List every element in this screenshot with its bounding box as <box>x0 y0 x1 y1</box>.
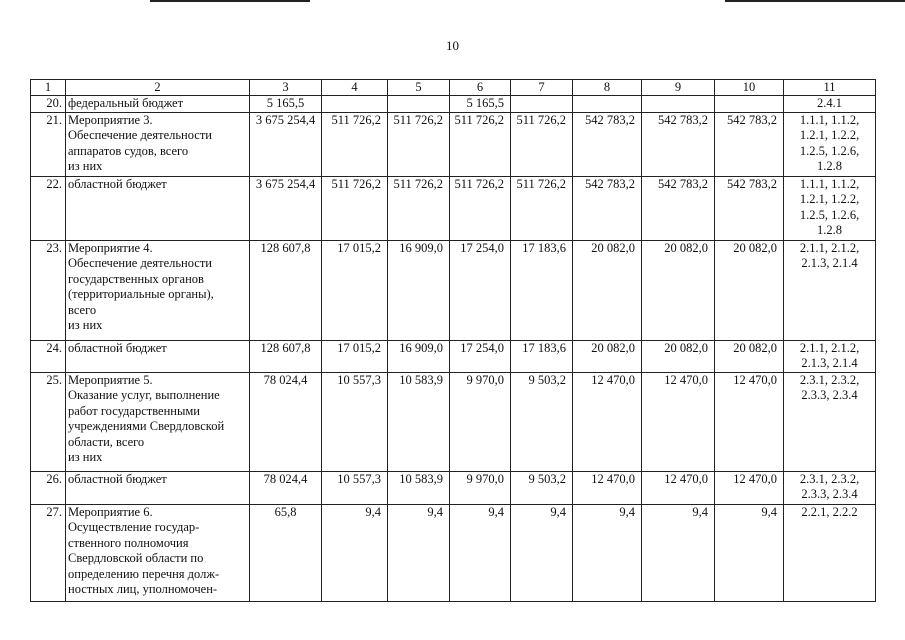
table-body <box>31 96 876 602</box>
value-cell: 9 503,2 <box>511 372 573 471</box>
target-ref-cell: 2.2.1, 2.2.2 <box>784 504 876 601</box>
column-header: 2 <box>66 80 250 96</box>
value-cell: 20 082,0 <box>715 340 784 372</box>
target-ref-cell: 1.1.1, 1.1.2, 1.2.1, 1.2.2, 1.2.5, 1.2.6, 1.2.8 <box>784 176 876 240</box>
value-cell: 511 726,2 <box>388 112 450 176</box>
column-header: 11 <box>784 80 876 96</box>
value-cell: 78 024,4 <box>250 471 322 504</box>
value-cell: 511 726,2 <box>450 112 511 176</box>
column-header: 4 <box>322 80 388 96</box>
value-cell: 12 470,0 <box>715 471 784 504</box>
value-cell: 542 783,2 <box>573 176 642 240</box>
value-cell: 511 726,2 <box>450 176 511 240</box>
row-number-cell: 22. <box>31 176 66 240</box>
value-cell: 10 557,3 <box>322 372 388 471</box>
value-cell: 9,4 <box>715 504 784 601</box>
target-ref-cell: 1.1.1, 1.1.2, 1.2.1, 1.2.2, 1.2.5, 1.2.6, 1.2.8 <box>784 112 876 176</box>
value-cell: 12 470,0 <box>573 471 642 504</box>
value-cell: 542 783,2 <box>573 112 642 176</box>
item-name-cell: областной бюджет <box>66 340 250 372</box>
value-cell: 65,8 <box>250 504 322 601</box>
value-cell <box>715 96 784 113</box>
value-cell: 511 726,2 <box>511 112 573 176</box>
target-ref-cell: 2.1.1, 2.1.2, 2.1.3, 2.1.4 <box>784 240 876 340</box>
table-header-row <box>31 80 876 96</box>
item-name-cell: областной бюджет <box>66 176 250 240</box>
row-number-cell: 27. <box>31 504 66 601</box>
column-header: 10 <box>715 80 784 96</box>
value-cell: 20 082,0 <box>573 240 642 340</box>
value-cell: 16 909,0 <box>388 340 450 372</box>
value-cell: 17 183,6 <box>511 240 573 340</box>
value-cell <box>388 96 450 113</box>
value-cell: 17 015,2 <box>322 340 388 372</box>
value-cell: 16 909,0 <box>388 240 450 340</box>
value-cell: 9,4 <box>511 504 573 601</box>
value-cell: 5 165,5 <box>250 96 322 113</box>
row-number-cell: 25. <box>31 372 66 471</box>
column-header: 1 <box>31 80 66 96</box>
row-number-cell: 24. <box>31 340 66 372</box>
scan-edge-line-left <box>150 0 310 2</box>
value-cell: 9,4 <box>573 504 642 601</box>
value-cell: 12 470,0 <box>715 372 784 471</box>
value-cell <box>511 96 573 113</box>
value-cell <box>642 96 715 113</box>
value-cell: 5 165,5 <box>450 96 511 113</box>
item-name-cell: Мероприятие 6. Осуществление государ- ственного полномочия Свердловской области по определению перечня долж- ностных лиц, уполномочен- <box>66 504 250 601</box>
scan-edge-line-right <box>725 0 905 2</box>
table-row <box>31 340 876 372</box>
value-cell: 3 675 254,4 <box>250 112 322 176</box>
target-ref-cell: 2.1.1, 2.1.2, 2.1.3, 2.1.4 <box>784 340 876 372</box>
value-cell: 12 470,0 <box>573 372 642 471</box>
column-header: 8 <box>573 80 642 96</box>
target-ref-cell: 2.3.1, 2.3.2, 2.3.3, 2.3.4 <box>784 372 876 471</box>
value-cell: 9,4 <box>322 504 388 601</box>
target-ref-cell: 2.3.1, 2.3.2, 2.3.3, 2.3.4 <box>784 471 876 504</box>
target-ref-cell: 2.4.1 <box>784 96 876 113</box>
value-cell: 542 783,2 <box>642 176 715 240</box>
value-cell: 9 503,2 <box>511 471 573 504</box>
value-cell: 17 254,0 <box>450 340 511 372</box>
item-name-cell: Мероприятие 5. Оказание услуг, выполнение работ государственными учреждениями Свердловской области, всего из них <box>66 372 250 471</box>
value-cell: 542 783,2 <box>715 176 784 240</box>
value-cell: 20 082,0 <box>715 240 784 340</box>
row-number-cell: 23. <box>31 240 66 340</box>
value-cell: 542 783,2 <box>715 112 784 176</box>
value-cell: 20 082,0 <box>573 340 642 372</box>
value-cell: 9 970,0 <box>450 471 511 504</box>
value-cell: 12 470,0 <box>642 471 715 504</box>
value-cell: 10 583,9 <box>388 372 450 471</box>
column-header: 6 <box>450 80 511 96</box>
table-row <box>31 176 876 240</box>
value-cell: 78 024,4 <box>250 372 322 471</box>
value-cell: 9,4 <box>388 504 450 601</box>
value-cell: 9 970,0 <box>450 372 511 471</box>
column-header: 3 <box>250 80 322 96</box>
table-row <box>31 471 876 504</box>
column-header: 9 <box>642 80 715 96</box>
value-cell: 12 470,0 <box>642 372 715 471</box>
value-cell: 17 254,0 <box>450 240 511 340</box>
page-number: 10 <box>446 38 459 53</box>
value-cell: 10 557,3 <box>322 471 388 504</box>
value-cell: 3 675 254,4 <box>250 176 322 240</box>
table-row <box>31 372 876 471</box>
value-cell: 511 726,2 <box>322 112 388 176</box>
item-name-cell: Мероприятие 4. Обеспечение деятельности государственных органов (территориальные органы), всего из них <box>66 240 250 340</box>
value-cell: 542 783,2 <box>642 112 715 176</box>
table-row <box>31 112 876 176</box>
value-cell: 17 183,6 <box>511 340 573 372</box>
value-cell: 20 082,0 <box>642 240 715 340</box>
item-name-cell: федеральный бюджет <box>66 96 250 113</box>
table-row <box>31 504 876 601</box>
item-name-cell: Мероприятие 3. Обеспечение деятельности аппаратов судов, всего из них <box>66 112 250 176</box>
value-cell: 511 726,2 <box>511 176 573 240</box>
column-header: 5 <box>388 80 450 96</box>
table-row <box>31 240 876 340</box>
value-cell <box>573 96 642 113</box>
column-header: 7 <box>511 80 573 96</box>
value-cell <box>322 96 388 113</box>
value-cell: 128 607,8 <box>250 340 322 372</box>
row-number-cell: 26. <box>31 471 66 504</box>
item-name-cell: областной бюджет <box>66 471 250 504</box>
value-cell: 20 082,0 <box>642 340 715 372</box>
value-cell: 9,4 <box>450 504 511 601</box>
value-cell: 128 607,8 <box>250 240 322 340</box>
table-row <box>31 96 876 113</box>
budget-table <box>30 79 876 602</box>
value-cell: 511 726,2 <box>388 176 450 240</box>
value-cell: 17 015,2 <box>322 240 388 340</box>
row-number-cell: 20. <box>31 96 66 113</box>
value-cell: 9,4 <box>642 504 715 601</box>
row-number-cell: 21. <box>31 112 66 176</box>
value-cell: 10 583,9 <box>388 471 450 504</box>
value-cell: 511 726,2 <box>322 176 388 240</box>
